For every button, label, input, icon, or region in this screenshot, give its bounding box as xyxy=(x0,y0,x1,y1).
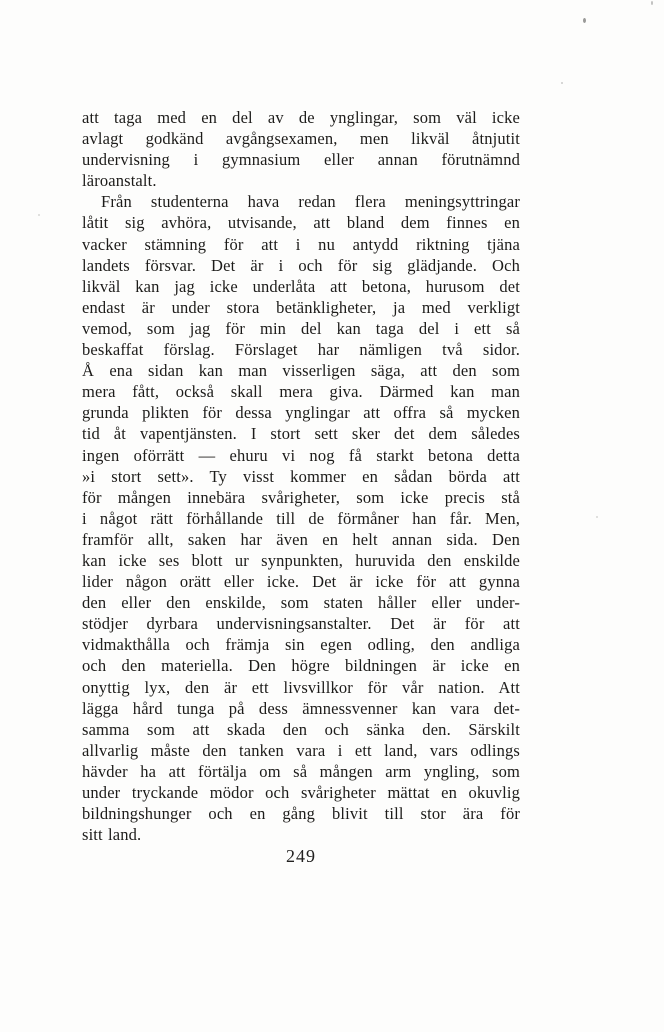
scan-speck xyxy=(561,82,563,84)
text-line: framför allt, saken har även en helt annan sida. Den xyxy=(82,529,520,549)
text-line: endast är under stora betänkligheter, ja med verkligt xyxy=(82,297,520,317)
text-line: lider någon orätt eller icke. Det är icke för att gynna xyxy=(82,572,520,592)
text-line: onyttig lyx, den är ett livsvillkor för vår nation. Att xyxy=(82,677,520,697)
text-line: samma som att skada den och sänka den. Särskilt xyxy=(82,719,520,739)
text-line: vidmakthålla och främja sin egen odling, den andliga xyxy=(82,635,520,655)
text-line: vemod, som jag för min del kan taga del i ett så xyxy=(82,318,520,338)
text-line: att taga med en del av de ynglingar, som väl icke xyxy=(82,108,520,127)
scan-speck xyxy=(583,18,586,23)
scan-speck xyxy=(38,214,40,216)
text-line: Å ena sidan kan man visserligen säga, att den som xyxy=(82,361,520,381)
text-line: allvarlig måste den tanken vara i ett land, vars odlings xyxy=(82,740,520,760)
text-line: tid åt vapentjänsten. I stort sett sker det dem således xyxy=(82,424,520,444)
text-line: låtit sig avhöra, utvisande, att bland dem finnes en xyxy=(82,213,520,233)
text-line: lägga hård tunga på dess ämnessvenner kan vara det- xyxy=(82,698,520,718)
text-line: stödjer dyrbara undervisningsanstalter. Det är för att xyxy=(82,614,520,634)
text-line: i något rätt förhållande till de förmåner han får. Men, xyxy=(82,508,520,528)
text-line: under tryckande mödor och svårigheter mättat en okuvlig xyxy=(82,783,520,802)
text-line: »i stort sett». Ty visst kommer en sådan börda att xyxy=(82,466,520,486)
text-line: och den materiella. Den högre bildningen är icke en xyxy=(82,656,520,676)
text-line: den eller den enskilde, som staten håller eller under- xyxy=(82,593,520,613)
text-line: hävder ha att förtälja om så mången arm yngling, som xyxy=(82,761,520,781)
text-line: sitt land. xyxy=(82,825,142,845)
text-line: vacker stämning för att i nu antydd riktning tjäna xyxy=(82,234,520,254)
text-line: beskaffat förslag. Förslaget har nämligen två sidor. xyxy=(82,340,520,360)
scan-speck xyxy=(651,1,653,5)
text-line: för mången innebära svårigheter, som icke precis stå xyxy=(82,487,520,507)
page-text-block xyxy=(82,107,520,845)
text-line: avlagt godkänd avgångsexamen, men likväl åtnjutit xyxy=(82,129,520,149)
text-line: undervisning i gymnasium eller annan förutnämnd xyxy=(82,150,520,170)
text-line: läroanstalt. xyxy=(82,171,157,191)
text-line: kan icke ses blott ur synpunkten, huruvida den enskilde xyxy=(82,550,520,570)
text-line: grunda plikten för dessa ynglingar att offra så mycken xyxy=(82,403,520,423)
text-line: Från studenterna hava redan flera meningsyttringar xyxy=(101,192,520,212)
page-number: 249 xyxy=(286,846,316,866)
text-line: likväl kan jag icke underlåta att betona, hurusom det xyxy=(82,276,520,296)
text-line: ingen oförrätt — ehuru vi nog få starkt betona detta xyxy=(82,445,520,465)
scan-speck xyxy=(596,516,598,518)
text-line: bildningshunger och en gång blivit till stor ära för xyxy=(82,804,520,824)
text-line: mera fått, också skall mera giva. Därmed kan man xyxy=(82,382,520,402)
text-line: landets försvar. Det är i och för sig glädjande. Och xyxy=(82,255,520,275)
